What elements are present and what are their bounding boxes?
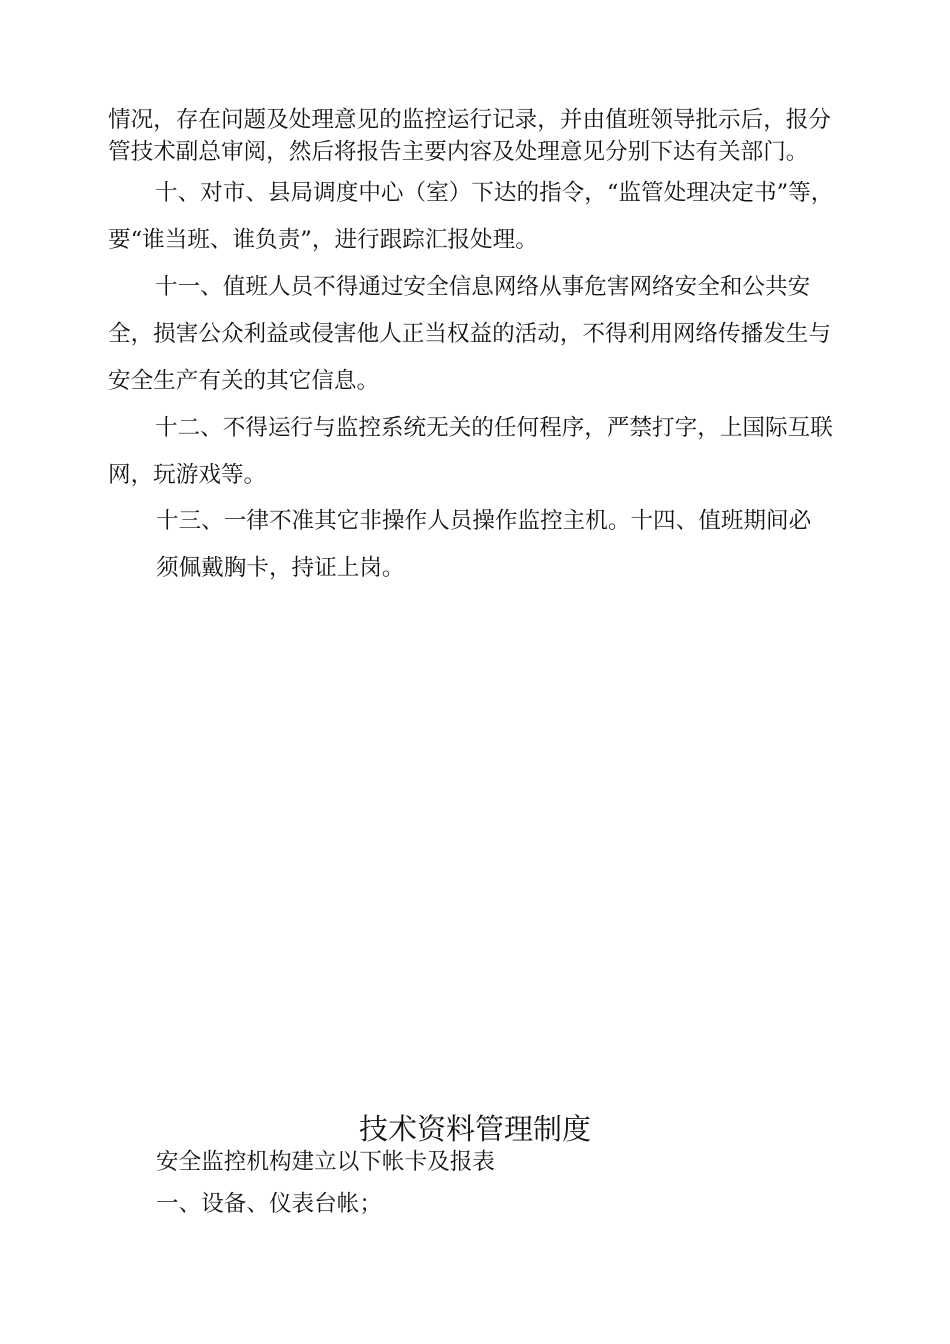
paragraph-item-12: 十二、不得运行与监控系统无关的任何程序，严禁打字，上国际互联网，玩游戏等。 — [108, 415, 833, 488]
paragraph-item-13-line-2: 须佩戴胸卡，持证上岗。 — [156, 555, 405, 581]
section-intro: 安全监控机构建立以下帐卡及报表 — [156, 1149, 495, 1175]
section-title: 技术资料管理制度 — [358, 1112, 591, 1146]
paragraph-item-11: 十一、值班人员不得通过安全信息网络从事危害网络安全和公共安全，损害公众利益或侵害他人正当权益的活动，不得利用网络传播发生与安全生产有关的其它信息。 — [108, 274, 831, 394]
section-item-1: 一、设备、仪表台帐； — [156, 1191, 382, 1217]
paragraph-item-10: 十、对市、县局调度中心（室）下达的指令，“监管处理决定书”等，要“谁当班、谁负责”，进行跟踪汇报处理。 — [108, 180, 834, 253]
paragraph-item-13-line-1: 十三、一律不准其它非操作人员操作监控主机。十四、值班期间必 — [156, 508, 812, 534]
paragraph-continuation: 情况，存在问题及处理意见的监控运行记录，并由值班领导批示后，报分管技术副总审阅，然后将报告主要内容及处理意见分别下达有关部门。 — [108, 107, 831, 165]
